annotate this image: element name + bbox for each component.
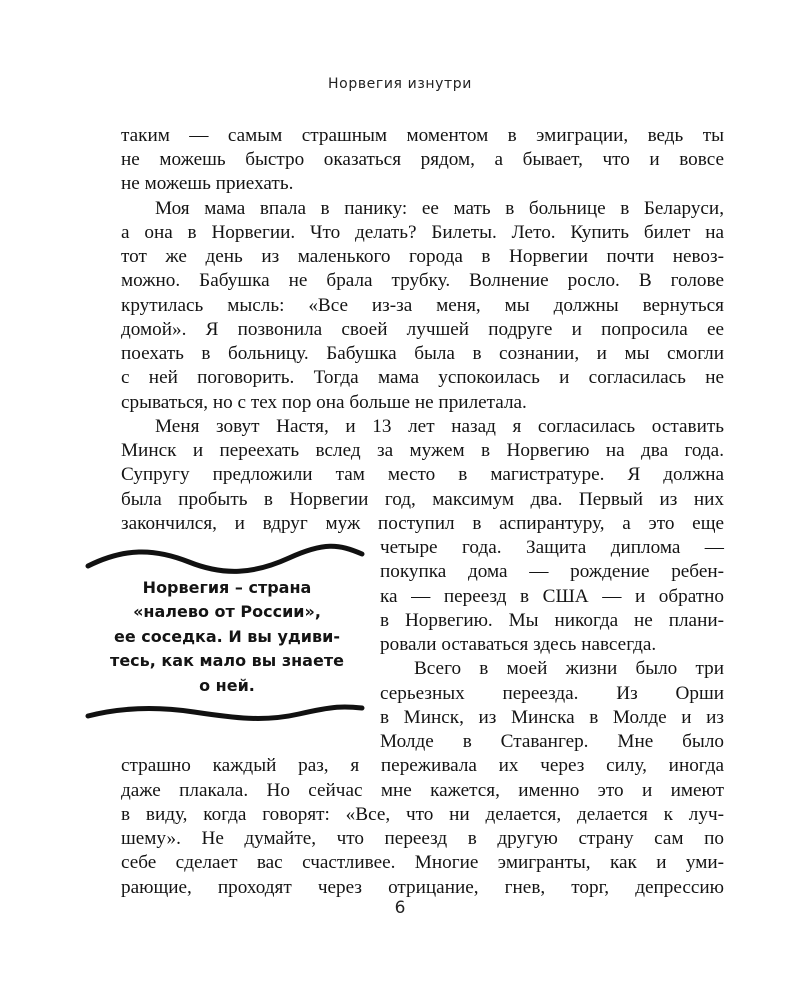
body-line: домой». Я позвонила своей лучшей подруге и попросила ее bbox=[121, 319, 724, 340]
body-line: в виду, когда говорят: «Все, что ни делается, делается к луч- bbox=[121, 804, 724, 825]
body-line: шему». Не думайте, что переезд в другую страну сам по bbox=[121, 828, 724, 849]
body-line: рающие, проходят через отрицание, гнев, торг, депрессию bbox=[121, 877, 724, 898]
body-line: закончился, и вдруг муж поступил в аспирантуру, а это еще bbox=[121, 513, 724, 534]
body-line: тот же день из маленького города в Норвегии почти невоз- bbox=[121, 246, 724, 267]
body-line: с ней поговорить. Тогда мама успокоилась и согласилась не bbox=[121, 367, 724, 388]
body-line: покупка дома — рождение ребен- bbox=[380, 561, 724, 582]
body-line: Всего в моей жизни было три bbox=[414, 658, 724, 679]
wave-divider-top bbox=[84, 540, 366, 580]
body-line: была пробыть в Норвегии год, максимум два. Первый из них bbox=[121, 489, 724, 510]
pull-quote-line: тесь, как мало вы знаете bbox=[110, 651, 344, 671]
wave-divider-bottom bbox=[84, 696, 366, 736]
body-line: в Минск, из Минска в Молде и из bbox=[380, 707, 724, 728]
body-line: Супругу предложили там место в магистратуре. Я должна bbox=[121, 464, 724, 485]
pull-quote-text bbox=[96, 576, 358, 698]
body-line: можно. Бабушка не брала трубку. Волнение росло. В голове bbox=[121, 270, 724, 291]
body-line: Молде в Ставангер. Мне было bbox=[380, 731, 724, 752]
body-line: себе сделает вас счастливее. Многие эмигранты, как и уми- bbox=[121, 852, 724, 873]
body-line: ка — переезд в США — и обратно bbox=[380, 586, 724, 607]
body-line: страшно каждый раз, я переживала их через силу, иногда bbox=[121, 755, 724, 776]
body-line: крутилась мысль: «Все из-за меня, мы должны вернуться bbox=[121, 295, 724, 316]
body-line: не можешь приехать. bbox=[121, 173, 294, 194]
running-header: Норвегия изнутри bbox=[328, 76, 472, 92]
pull-quote-line: о ней. bbox=[199, 675, 255, 695]
body-line: Минск и переехать вслед за мужем в Норвегию на два года. bbox=[121, 440, 724, 461]
body-line: серьезных переезда. Из Орши bbox=[380, 683, 724, 704]
body-line: не можешь быстро оказаться рядом, а бывает, что и вовсе bbox=[121, 149, 724, 170]
body-line: Меня зовут Настя, и 13 лет назад я согласилась оставить bbox=[155, 416, 724, 437]
body-line: срываться, но с тех пор она больше не прилетала. bbox=[121, 392, 527, 413]
body-line: четыре года. Защита диплома — bbox=[380, 537, 724, 558]
pull-quote-line: «налево от России», bbox=[133, 602, 321, 622]
body-line: Моя мама впала в панику: ее мать в больнице в Беларуси, bbox=[155, 198, 724, 219]
page-number: 6 bbox=[394, 898, 406, 918]
pull-quote-line: Норвегия – страна bbox=[142, 578, 312, 597]
body-line: даже плакала. Но сейчас мне кажется, именно это и имеют bbox=[121, 780, 724, 801]
body-line: ровали оставаться здесь навсегда. bbox=[380, 634, 657, 655]
body-line: а она в Норвегии. Что делать? Билеты. Лето. Купить билет на bbox=[121, 222, 724, 243]
body-line: поехать в больницу. Бабушка была в сознании, и мы смогли bbox=[121, 343, 724, 364]
body-line: в Норвегию. Мы никогда не плани- bbox=[380, 610, 724, 631]
body-line: таким — самым страшным моментом в эмиграции, ведь ты bbox=[121, 125, 724, 146]
pull-quote-line: ее соседка. И вы удиви- bbox=[114, 626, 340, 646]
